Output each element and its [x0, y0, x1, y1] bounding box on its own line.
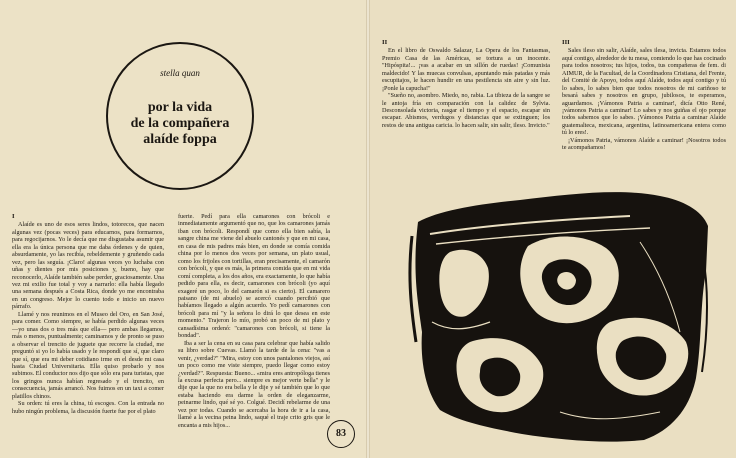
paragraph: Alaíde es uno de esos seres lindos, totorecos, que nacen algunas vez (pocas veces) para educarnos, para formarnos, para regocijarnos. Yo le decía que me disgustaba asumir que ella era la única persona que me daba órdenes y de quien, absurdamente, yo las recibía, rebeldemente y gruñendo cada vez, pero las seguía. ¡Claro! algunas veces yo luchaba con uñas y dientes por mis posiciones y, bueno, hay que reconocerlo, Alaíde también sabe perder, graciosamente. Una vez mi exilio fue total y voy a narrarlo: ella había llegado una semana después a Costa Rica, donde yo me encontraba en un congreso. Mejor lo cuento todo e inicio un nuevo párrafo. [12, 221, 164, 311]
section-label: III [562, 39, 570, 46]
article-title-line: alaíde foppa [143, 132, 217, 147]
right-text-column-2 [562, 39, 726, 152]
paragraph: Iba a ser la cena en su casa para celebrar que había salido su libro sobre Cuevas. Llamó la tarde de la cena: "vas a venir, ¿verdad?" "Mira, estoy con unos pantalones viejos, así un poco como me viste siempre, puedo llegar como estoy ¿verdad?". Respuesta: Bueno... «mira eres antropóloga tienes la excusa perfecta pero... siempre es mejor verte bella" y le dije que la que no era bella y le dije y sé también que lo que estaba haciendo era darme la orden de eleganzarme, peinarme lindo, qué sé yo. Colgué. Decidí rebelarme de una vez por todas. Cuando se acercaba la hora de ir a la casa, llamé a la vecina peina lindo, saqué el traje crito gris que le encanta a mis hijos... [178, 339, 330, 429]
left-text-column-1 [12, 213, 164, 453]
right-text-column-1 [382, 39, 550, 134]
paragraph: Sales ileso sin salir, Alaíde, sales ilesa, invicta. Estamos todos aquí contigo, alrededor de tu mesa, comiendo lo que has cocinado para todos nosotros; tus hijos, todos, tus compañeras de fem. di AIMUR, de la Facultad, de la Coordinadora Cristiana, del Frente, del Comité de Apoyo, todos aquí Alaíde, todos aquí contigo y tú lo sabes, lo sabes bien que todos nosotros de mi cariñoso te besará sabes y nosotros en grupo, jubilosos, te esperamos, aguardamos. ¡Vámonos Patria a caminar!, dicía Otto René, ¡vámonos Patria a caminar! Lo sabes y nos guiñas el ojo porque todos sabemos que lo sabes. ¡Vámonos Patria a caminar Alaíde guatemalteca, mexicana, argentina, latinoamericana entera como tú lo eres!. [562, 47, 726, 137]
ink-illustration [410, 182, 710, 444]
paragraph: Llamé y nos reunimos en el Museo del Oro, en San José, para comer. Como siempre, se había perdido algunas veces —yo unas dos o tres más que ella— pero ambas llegamos, más o menos, puntualmente; caminamos y de pronto se puso a observar el trencito de juguete que recorre la ciudad, me preguntó si yo lo había usado y le respondí que sí, que claro que sí, que era mi deber cotidiano irme en el desde mi casa hasta Ciudad Universitaria. Ella quiso probarlo y nos subimos. El conductor nos dijo que sólo era para turistas, que los gringos nunca habían regresado y el trencito, en consecuencia, jamás arrancó. Nos fuimos en un taxi a comer platillos chinos. [12, 310, 164, 400]
paragraph: ¡Vámonos Patria, vámonos Alaíde a caminar! ¡Nosotros todos te acompañamos! [562, 136, 726, 152]
section-label: II [382, 39, 388, 46]
left-page [0, 0, 366, 458]
paragraph: Su orden: tú eres la china, tú escoges. Con la entrada no hubo ningún problema, la discusión fuerte fue por el plato [12, 400, 164, 415]
paragraph: En el libro de Oswaldo Salazar, La Opera de los Fantasmas, Premio Casa de las Américas, se tortura a un inocente. "Hipóspita!... ¡vas a acabar en un sillón de ruedas! ¡Comunista maldecido! Y las muecas convulsas, apuntando más patadas y más escupitajos, le hacen hundir en una pestilencia sin aire y sin luz. ¡Ponle la capucha!" [382, 47, 550, 92]
article-title-line: por la vida [147, 100, 213, 115]
title-circle [106, 42, 254, 190]
left-text-column-2 [178, 213, 330, 431]
paragraph: fuerte. Pedí para ella camarones con brócoli e inmediatamente argumentó que no, que los camarones jamás iban con brócoli. Respondí que como ella bien sabía, la sangre china me viene del abuelo cantonés y que en mi casa, en casa de mis padres más bien, en donde se comía comida china por lo menos dos veces por semana, un plato usual, como los frijoles con tortillas, eran precisamente, el camarón con brócoli, y que es más, la primera comida que en mi vida comí completa, a los dos años, era exactamente, lo que había pedido para ella, es decir, camarones con brócoli (yo aquí exageré un poco, lo del camarón si es cierto). El camarero paisano (de mi abuelo) se acercó cuando percibió que habíamos llegado a algún acuerdo. Yo pedí camarones con brócoli para mí "y la señora lo dirá lo que desea en este momento." Trajeron lo mío, probó un poco de mi plato y cansadísima ordenó: "camarones con brócoli, si tiene la bondad". [178, 213, 330, 340]
paragraph: "Sueño no, asombro. Miedo, no, rabia. La tibieza de la sangre se le antoja fría en comparación con la calidez de Sylvia. Desconsolada victoria, rasgar el tiempo y el espacio, escapar sin escapar. Abismos, verdugos y distancias que se extinguen; los restos de una antigua caricia. lo hacen salir, sin salir, ileso. Invicto." [382, 92, 550, 129]
page-number: 83 [327, 420, 355, 448]
section-label: I [12, 213, 15, 220]
article-title-line: de la compañera [130, 116, 230, 131]
author-name: stella quan [160, 68, 200, 78]
right-page [370, 0, 736, 458]
